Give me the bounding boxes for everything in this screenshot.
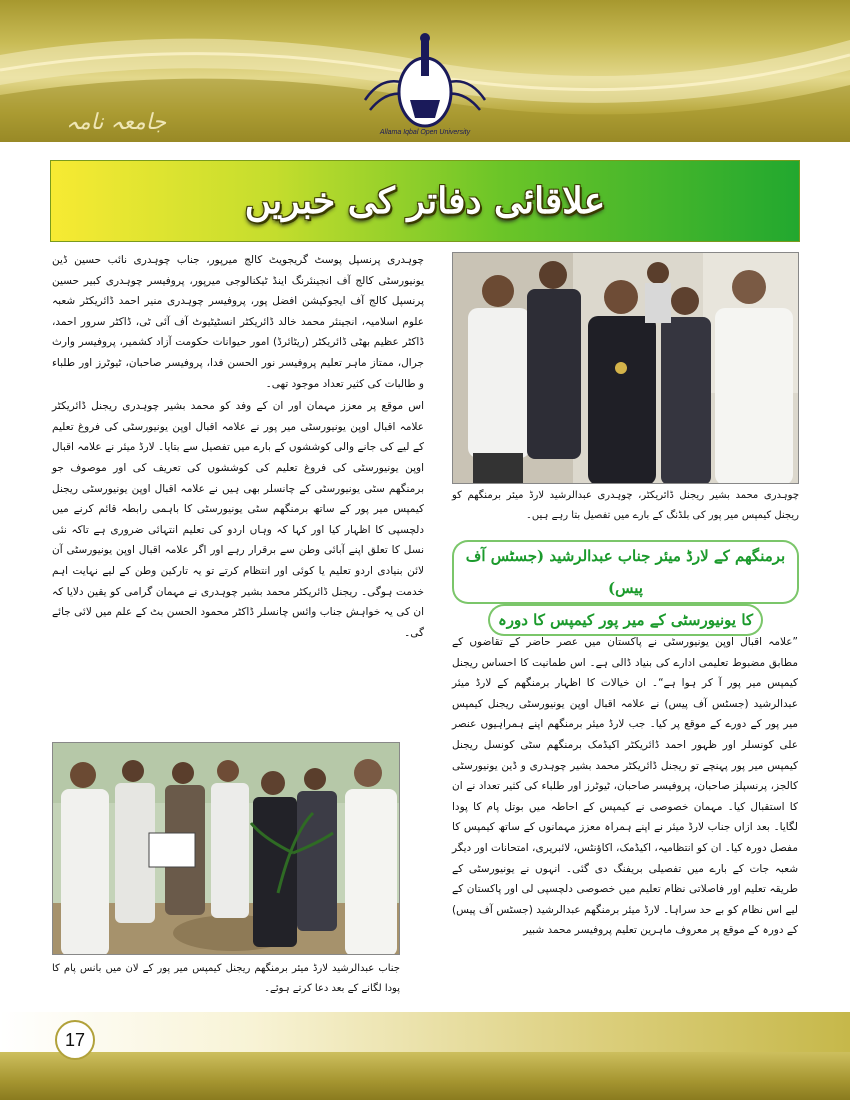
article-left-paragraph: اس موقع پر معزز مہمان اور ان کے وفد کو محمد بشیر چوہدری ریجنل ڈائریکٹر علامہ اقبال اوپن یونیورسٹی میر پور نے علامہ اقبال اوپن یونیورسٹی کی فروغ تعلیم کے لیے کی جانے والی کوششوں کے بارے میں تفصیل سے بتایا۔ لارڈ میئر نے علامہ اقبال اوپن یونیورسٹی کی فروغ تعلیم کی کوششوں کی تعریف کی اور موصوف جو برمنگھم سٹی یونیورسٹی کے چانسلر بھی ہیں نے علامہ اقبال اوپن یونیورسٹی ریجنل کیمپس میر پور کے ساتھ برمنگھم سٹی یونیورسٹی کا باہمی رابطہ قائم کرنے میں دلچسپی کا اظہار کیا اور کہا کہ وہاں اردو کی تعلیم انتہائی ضروری ہے تاکہ نئی نسل کا تعلق اپنے آبائی وطن سے برقرار رہے اور اگر علامہ اقبال اوپن یونیورسٹی آن لائن بنیادی اردو تعلیم یا کوئی اور انتظام کرتے تو یہ تارکین وطن کے لیے نہایت اہم خدمت ہوگی۔ ریجنل ڈائریکٹر محمد بشیر چوہدری نے مہمان گرامی کو یقین دلایا کہ ان کی یہ خواہش جناب وائس چانسلر ڈاکٹر محمود الحسن بٹ کے علم میں لائی جائے گی۔ xyxy=(52,400,424,639)
section-banner xyxy=(50,160,800,242)
page-number: 17 xyxy=(55,1020,95,1060)
photo-caption: چوہدری محمد بشیر ریجنل ڈائریکٹر، چوہدری عبدالرشید لارڈ میئر برمنگھم کو ریجنل کیمپس میر پور کی بلڈنگ کے بارے میں تفصیل بتا رہے ہیں۔ xyxy=(452,490,799,521)
subheading-line: برمنگھم کے لارڈ میئر جناب عبدالرشید (جسٹس آف پیس) xyxy=(452,540,799,604)
article-left-column xyxy=(52,250,424,645)
article-right-column xyxy=(452,632,798,943)
photo-tree-planting xyxy=(52,742,400,955)
banner-title: علاقائی دفاتر کی خبریں xyxy=(244,180,606,222)
subheading-line: کا یونیورسٹی کے میر پور کیمپس کا دورہ xyxy=(488,604,763,636)
page-footer xyxy=(0,1052,850,1100)
publication-title: جامعہ نامہ xyxy=(66,110,167,135)
logo-text: Allama Iqbal Open University xyxy=(379,129,471,136)
visit-subheading xyxy=(452,540,799,636)
footer-band xyxy=(0,1012,850,1052)
article-left-paragraph: چوہدری پرنسپل پوسٹ گریجویٹ کالج میرپور، جناب چوہدری نائب حسین ڈین یونیورسٹی کالج آف انجینئرنگ اینڈ ٹیکنالوجی میرپور، پروفیسر چوہدری کبیر حسین پرنسپل کالج آف ایجوکیشن افضل پور، پروفیسر چوہدری منیر احمد ڈائریکٹر شعبہ علوم اسلامیہ، انجینئر محمد خالد ڈائریکٹر انسٹیٹیوٹ آف آئی ٹی، ڈاکٹر سرور احمد، ڈاکٹر عظیم بھٹی ڈائریکٹر (ریٹائرڈ) امور حیوانات حکومت آزاد کشمیر، پروفیسر وارث جرال، ممتاز ماہر تعلیم پروفیسر نور الحسن فدا، پروفیسر صاحبان، ٹیوٹرز اور طلباء و طالبات کی کثیر تعداد موجود تھی۔ xyxy=(52,254,424,390)
page-header xyxy=(0,0,850,142)
photo-caption: جناب عبدالرشید لارڈ میئر برمنگھم ریجنل کیمپس میر پور کے لان میں بانس پام کا پودا لگانے کے بعد دعا کرتے ہوئے۔ xyxy=(52,963,400,994)
article-right-paragraph: ”علامہ اقبال اوپن یونیورسٹی نے پاکستان میں عصر حاضر کے تقاضوں کے مطابق مضبوط تعلیمی ادارے کی بنیاد ڈالی ہے۔ اس طمانیت کا احساس ریجنل کیمپس میر پور آ کر ہوا ہے“۔ ان خیالات کا اظہار برمنگھم کے لارڈ میئر عبدالرشید (جسٹس آف پیس) نے علامہ اقبال اوپن یونیورسٹی ریجنل کیمپس میر پور کے دورے کے موقع پر کیا۔ جب لارڈ میئر برمنگھم اپنے ہمراہیوں عنصر علی کونسلر اور ظہور احمد ڈائریکٹر اکیڈمک برمنگھم سٹی کونسل ریجنل کیمپس میر پور پہنچے تو ریجنل ڈائریکٹر محمد بشیر چوہدری و ڈین یونیورسٹی کالجز، پرنسپلز صاحبان، پروفیسر صاحبان، ٹیوٹرز اور طلباء کی کثیر تعداد نے ان کا استقبال کیا۔ مہمان خصوصی نے کیمپس کے احاطہ میں بوتل پام کا پودا لگایا۔ بعد ازاں جناب لارڈ میئر نے اپنے ہمراہ معزز مہمانوں کے ساتھ کیمپس کا مفصل دورہ کیا۔ ان کو انتظامیہ، اکیڈمک، اکاؤنٹس، لائبریری، امتحانات اور دیگر شعبہ جات کے بارے میں تفصیلی بریفنگ دی گئی۔ انہوں نے یونیورسٹی کے طریقہ تعلیم اور فاصلاتی نظام تعلیم میں خصوصی دلچسپی لی اور پاکستان کے لیے اس نظام کو بے حد سراہا۔ لارڈ میئر برمنگھم عبدالرشید (جسٹس آف پیس) کے دورہ کے موقع پر معروف ماہرین تعلیم پروفیسر محمد شبیر xyxy=(452,636,798,937)
photo-campus-visit xyxy=(452,252,799,484)
university-logo xyxy=(355,30,495,142)
